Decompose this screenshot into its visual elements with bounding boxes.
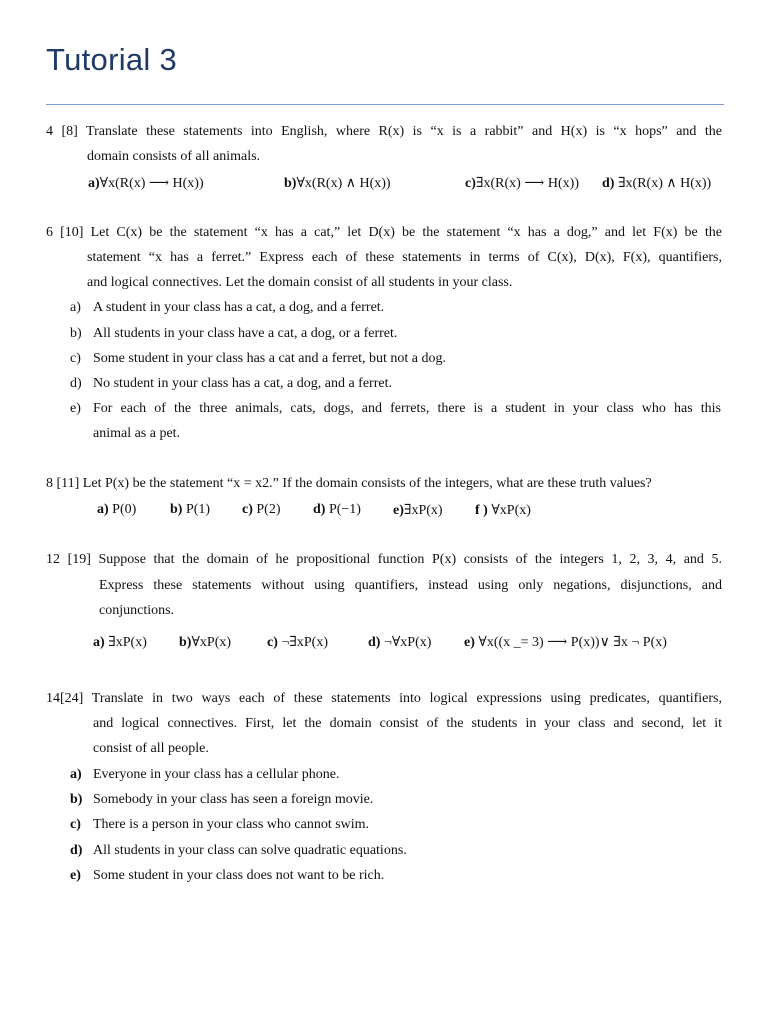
q12-line2: Express these statements without using quantifiers, instead using only negations, disjunctions, and	[99, 578, 722, 593]
q14-item-e-text: Some student in your class does not want to be rich.	[93, 868, 385, 883]
q14-item-b-label: b)	[70, 792, 83, 807]
q4-option-c: c)∃x(R(x) ⟶ H(x))	[465, 176, 579, 191]
q4-line1: 4 [8] Translate these statements into English, where R(x) is “x is a rabbit” and H(x) is “x hops” and the	[46, 124, 722, 139]
q6-item-d-label: d)	[70, 376, 82, 391]
q6-item-d-text: No student in your class has a cat, a dog, and a ferret.	[93, 376, 392, 391]
q14-line1: 14[24] Translate in two ways each of these statements into logical expressions using predicates, quantifiers,	[46, 691, 722, 706]
q14-line3: consist of all people.	[93, 741, 209, 756]
q6-line3: and logical connectives. Let the domain consist of all students in your class.	[87, 275, 513, 290]
q14-line2: and logical connectives. First, let the domain consist of the students in your class and second, let it	[93, 716, 722, 731]
q8-line1: 8 [11] Let P(x) be the statement “x = x2.” If the domain consists of the integers, what are these truth values?	[46, 476, 652, 491]
q4-option-b: b)∀x(R(x) ∧ H(x))	[284, 176, 391, 191]
q8-option-e: e)∃xP(x)	[393, 503, 443, 518]
q4-option-d: d) ∃x(R(x) ∧ H(x))	[602, 176, 712, 191]
q6-line1: 6 [10] Let C(x) be the statement “x has a cat,” let D(x) be the statement “x has a dog,” and let F(x) be the	[46, 225, 722, 240]
q6-line2: statement “x has a ferret.” Express each of these statements in terms of C(x), D(x), F(x), quantifiers,	[87, 250, 722, 265]
q12-option-a: a) ∃xP(x)	[93, 635, 147, 650]
title-divider	[46, 104, 724, 105]
q8-option-d: d) P(−1)	[313, 502, 361, 517]
q4-line2: domain consists of all animals.	[87, 149, 261, 164]
q14-item-c-label: c)	[70, 817, 81, 832]
page-title: Tutorial 3	[46, 42, 178, 77]
q12-option-e: e) ∀x((x _= 3) ⟶ P(x))∨ ∃x ¬ P(x)	[464, 635, 667, 650]
q14-item-a-text: Everyone in your class has a cellular phone.	[93, 767, 340, 782]
q6-item-a-label: a)	[70, 300, 81, 315]
q8-option-a: a) P(0)	[97, 502, 137, 517]
q14-item-c-text: There is a person in your class who cannot swim.	[93, 817, 370, 832]
q8-option-f: f ) ∀xP(x)	[475, 503, 531, 518]
q6-item-e-continuation: animal as a pet.	[93, 426, 181, 441]
q6-item-c-text: Some student in your class has a cat and a ferret, but not a dog.	[93, 351, 447, 366]
q6-item-c-label: c)	[70, 351, 81, 366]
q14-item-d-text: All students in your class can solve quadratic equations.	[93, 843, 407, 858]
q8-option-c: c) P(2)	[242, 502, 281, 517]
q14-item-b-text: Somebody in your class has seen a foreign movie.	[93, 792, 374, 807]
q14-item-a-label: a)	[70, 767, 82, 782]
q12-line1: 12 [19] Suppose that the domain of he propositional function P(x) consists of the integers 1, 2, 3, 4, and 5.	[46, 552, 722, 567]
q12-option-b: b)∀xP(x)	[179, 635, 232, 650]
q14-item-d-label: d)	[70, 843, 83, 858]
q12-line3: conjunctions.	[99, 603, 175, 618]
q8-option-b: b) P(1)	[170, 502, 211, 517]
q12-option-c: c) ¬∃xP(x)	[267, 635, 328, 650]
q4-option-a: a)∀x(R(x) ⟶ H(x))	[88, 176, 204, 191]
q6-item-e-text: For each of the three animals, cats, dogs, and ferrets, there is a student in your class who has this	[93, 401, 721, 416]
q14-item-e-label: e)	[70, 868, 81, 883]
q12-option-d: d) ¬∀xP(x)	[368, 635, 432, 650]
q6-item-a-text: A student in your class has a cat, a dog, and a ferret.	[93, 300, 385, 315]
q6-item-b-text: All students in your class have a cat, a dog, or a ferret.	[93, 326, 398, 341]
q6-item-e-label: e)	[70, 401, 81, 416]
q6-item-b-label: b)	[70, 326, 82, 341]
